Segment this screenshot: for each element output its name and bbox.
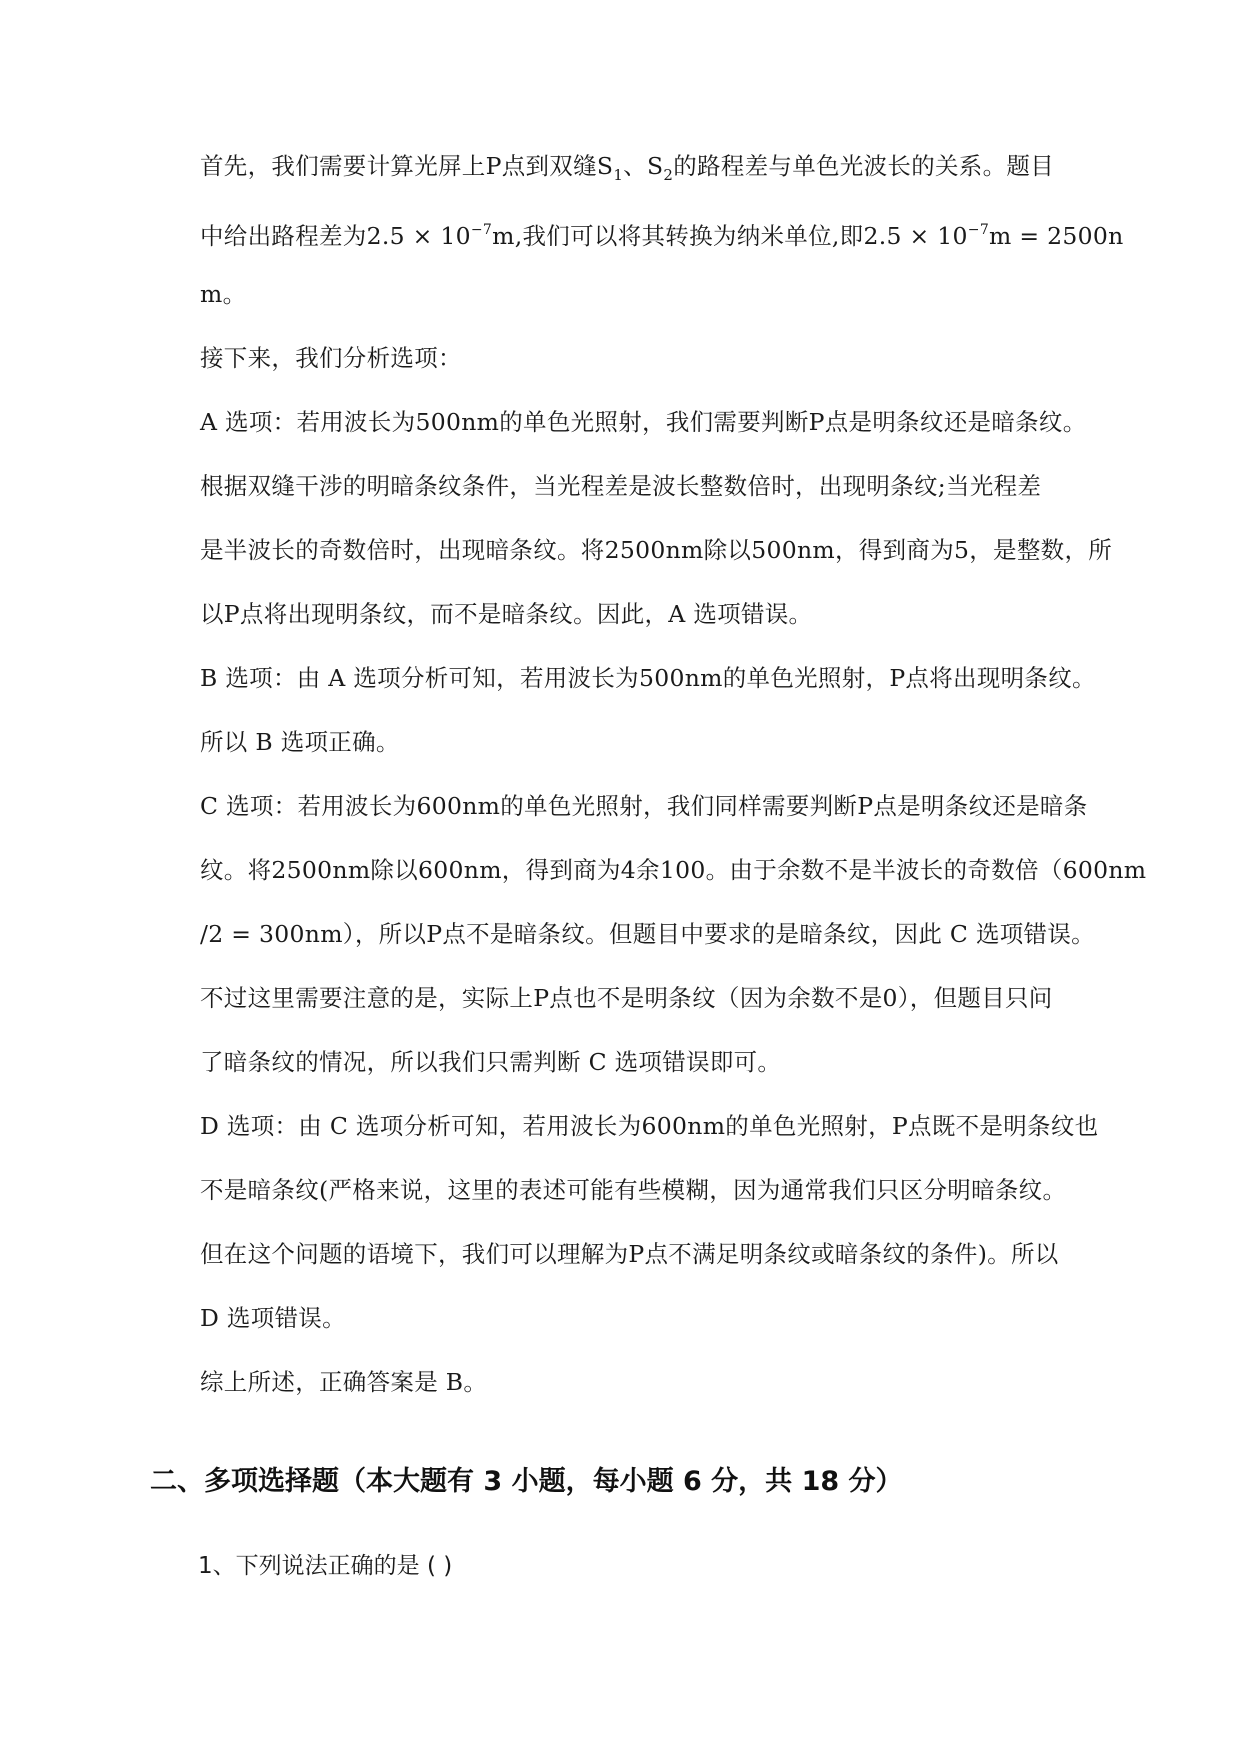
intro-text: 、S: [623, 152, 664, 180]
option-c-line: 了暗条纹的情况，所以我们只需判断 C 选项错误即可。: [200, 1048, 782, 1076]
option-c-line: C 选项：若用波长为600nm的单色光照射，我们同样需要判断P点是明条纹还是暗条: [200, 792, 1088, 820]
intro-text: m,我们可以将其转换为纳米单位,即2.5 × 10: [492, 222, 968, 250]
section-heading: 二、多项选择题（本大题有 3 小题，每小题 6 分，共 18 分）: [150, 1466, 903, 1497]
option-d-line: 但在这个问题的语境下，我们可以理解为P点不满足明条纹或暗条纹的条件)。所以: [200, 1240, 1059, 1268]
option-d-line: 不是暗条纹(严格来说，这里的表述可能有些模糊，因为通常我们只区分明暗条纹。: [200, 1176, 1067, 1204]
intro-text: 首先，我们需要计算光屏上P点到双缝S: [200, 152, 614, 180]
intro-text: m = 2500n: [989, 222, 1124, 250]
subscript-1: 1: [613, 166, 624, 184]
option-a-line: 根据双缝干涉的明暗条纹条件，当光程差是波长整数倍时，出现明条纹;当光程差: [200, 472, 1042, 500]
option-b-line: 所以 B 选项正确。: [200, 728, 400, 756]
intro-line-1: [200, 134, 1100, 198]
option-b-line: B 选项：由 A 选项分析可知，若用波长为500nm的单色光照射，P点将出现明条纹。: [200, 664, 1096, 692]
option-b-paragraph: [200, 646, 1100, 774]
option-a-line: 是半波长的奇数倍时，出现暗条纹。将2500nm除以500nm，得到商为5，是整数，所: [200, 536, 1113, 564]
option-a-line: A 选项：若用波长为500nm的单色光照射，我们需要判断P点是明条纹还是暗条纹。: [200, 408, 1087, 436]
intro-line-2: [200, 198, 1124, 262]
next-step-line: 接下来，我们分析选项：: [200, 344, 462, 372]
question-1: 1、下列说法正确的是 ( ): [198, 1553, 453, 1579]
option-c-line: 纹。将2500nm除以600nm，得到商为4余100。由于余数不是半波长的奇数倍（600nm: [200, 856, 1147, 884]
intro-text: 的路程差与单色光波长的关系。题目: [673, 152, 1055, 180]
intro-text: 中给出路程差为2.5 × 10: [200, 222, 471, 250]
option-c-line: /2 = 300nm），所以P点不是暗条纹。但题目中要求的是暗条纹，因此 C 选项错误。: [200, 920, 1095, 948]
option-a-line: 以P点将出现明条纹，而不是暗条纹。因此，A 选项错误。: [200, 600, 813, 628]
exponent: −7: [470, 222, 493, 238]
next-step-paragraph: [200, 326, 1100, 390]
option-d-line: D 选项错误。: [200, 1304, 346, 1332]
option-d-paragraph: [200, 1094, 1100, 1350]
intro-line-3: m。: [200, 280, 247, 308]
option-d-line: D 选项：由 C 选项分析可知，若用波长为600nm的单色光照射，P点既不是明条纹也: [200, 1112, 1099, 1140]
exponent: −7: [967, 222, 990, 238]
subscript-2: 2: [663, 166, 674, 184]
conclusion-line: 综上所述，正确答案是 B。: [200, 1368, 488, 1396]
option-c-paragraph: [200, 774, 1147, 1094]
option-c-line: 不过这里需要注意的是，实际上P点也不是明条纹（因为余数不是0），但题目只问: [200, 984, 1053, 1012]
conclusion-paragraph: [200, 1350, 1100, 1414]
intro-paragraph: [200, 134, 1124, 326]
option-a-paragraph: [200, 390, 1113, 646]
